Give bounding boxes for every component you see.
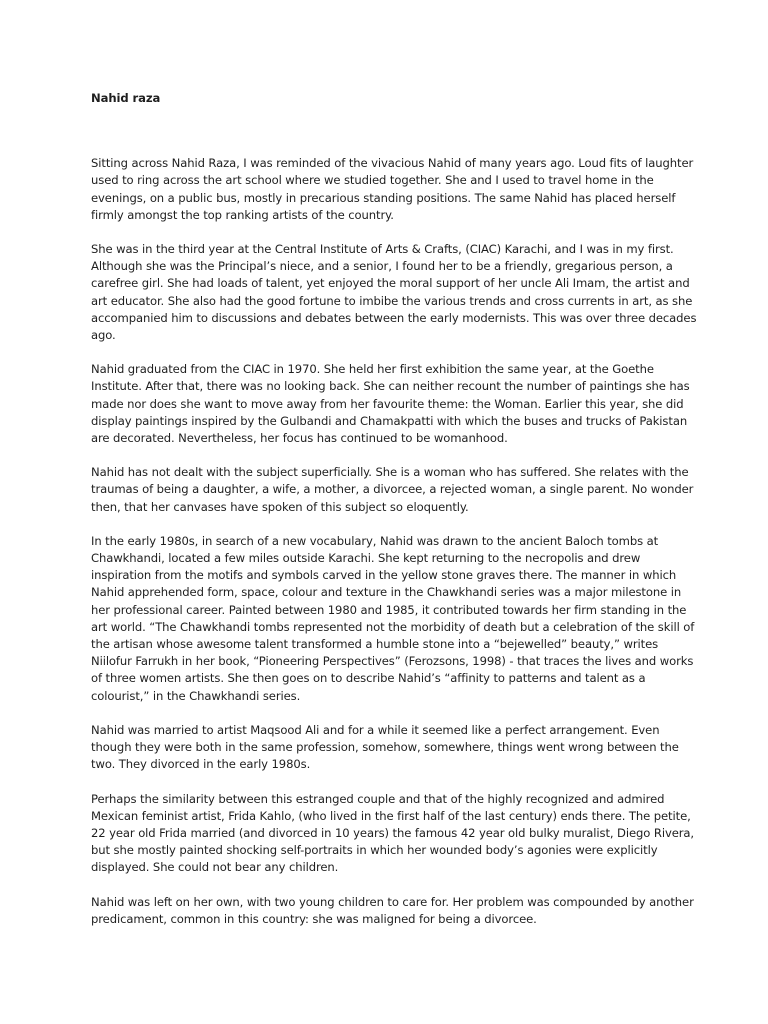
paragraph-3: Nahid graduated from the CIAC in 1970. She held her first exhibition the same year, at the Goethe Institute. After that, there was no looking back. She can neither recount the number of paintings she has made nor does she want to move away from her favourite theme: the Woman. Earlier this year, she did display paintings inspired by the Gulbandi and Chamakpatti with which the buses and trucks of Pakistan are decorated. Nevertheless, her focus has continued to be womanhood. <box>91 362 690 446</box>
paragraph-7: Perhaps the similarity between this estranged couple and that of the highly recognized and admired Mexican feminist artist, Frida Kahlo, (who lived in the first half of the last century) ends there. The petite, 22 year old Frida married (and divorced in 10 years) the famous 42 year old bulky muralist, Diego Rivera, but she mostly painted shocking self-portraits in which her wounded body’s agonies were explicitly displayed. She could not bear any children. <box>91 791 695 875</box>
paragraph-5: In the early 1980s, in search of a new vocabulary, Nahid was drawn to the ancient Baloch tombs at Chawkhandi, located a few miles outside Karachi. She kept returning to the necropolis and drew inspiration from the motifs and symbols carved in the yellow stone graves there. The manner in which Nahid apprehended form, space, colour and texture in the Chawkhandi series was a major milestone in her professional career. Painted between 1980 and 1985, it contributed towards her firm standing in the art world. “The Chawkhandi tombs represented not the morbidity of death but a celebration of the skill of the artisan whose awesome talent transformed a humble stone into a “bejewelled” beauty,” writes Niilofur Farrukh in her book, “Pioneering Perspectives” (Ferozsons, 1998) - that traces the lives and works of three women artists. She then goes on to describe Nahid’s “affinity to patterns and talent as a colourist,” in the Chawkhandi series. <box>91 533 695 703</box>
paragraph-4: Nahid has not dealt with the subject superficially. She is a woman who has suffered. She relates with the traumas of being a daughter, a wife, a mother, a divorcee, a rejected woman, a single parent. No wonder then, that her canvases have spoken of this subject so eloquently. <box>91 465 694 514</box>
document-title: Nahid raza <box>91 91 161 105</box>
paragraph-1: Sitting across Nahid Raza, I was reminded of the vivacious Nahid of many years ago. Loud fits of laughter used to ring across the art school where we studied together. She and I used to travel home in the evenings, on a public bus, mostly in precarious standing positions. The same Nahid has placed herself firmly amongst the top ranking artists of the country. <box>91 156 694 222</box>
document-body <box>91 90 701 945</box>
paragraph-8: Nahid was left on her own, with two young children to care for. Her problem was compounded by another predicament, common in this country: she was maligned for being a divorcee. <box>91 894 694 926</box>
paragraph-6: Nahid was married to artist Maqsood Ali and for a while it seemed like a perfect arrangement. Even though they were both in the same profession, somehow, somewhere, things went wrong between the two. They divorced in the early 1980s. <box>91 722 679 772</box>
paragraph-2: She was in the third year at the Central Institute of Arts & Crafts, (CIAC) Karachi, and I was in my first. Although she was the Principal’s niece, and a senior, I found her to be a friendly, gregarious person, a carefree girl. She had loads of talent, yet enjoyed the moral support of her uncle Ali Imam, the artist and art educator. She also had the good fortune to imbibe the various trends and cross currents in art, as she accompanied him to discussions and debates between the early modernists. This was over three decades ago. <box>91 242 697 343</box>
